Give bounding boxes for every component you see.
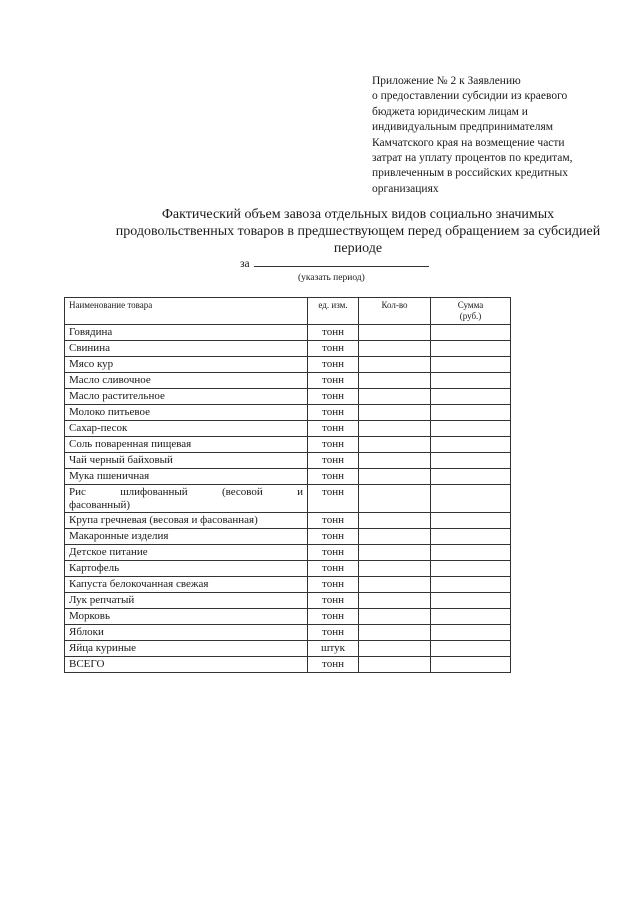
- table-row: [65, 577, 511, 593]
- row-qty-cell[interactable]: [359, 545, 431, 561]
- row-name: Мясо кур: [65, 357, 308, 373]
- row-sum-cell[interactable]: [431, 325, 511, 341]
- table-row: [65, 453, 511, 469]
- row-name: Свинина: [65, 341, 308, 357]
- appendix-line: бюджета юридическим лицам и: [372, 105, 528, 118]
- row-name-word: Рис: [69, 486, 86, 498]
- appendix-line: организациях: [372, 182, 439, 195]
- row-qty-cell[interactable]: [359, 485, 431, 513]
- row-qty-cell[interactable]: [359, 657, 431, 673]
- appendix-note: [372, 74, 612, 197]
- row-qty-cell[interactable]: [359, 325, 431, 341]
- row-unit: тонн: [308, 357, 359, 373]
- row-sum-cell[interactable]: [431, 469, 511, 485]
- appendix-line: индивидуальным предпринимателям: [372, 121, 554, 134]
- table-total-row: [65, 657, 511, 673]
- header-name: Наименование товара: [65, 298, 308, 325]
- row-sum-cell[interactable]: [431, 545, 511, 561]
- row-unit: тонн: [308, 513, 359, 529]
- row-qty-cell[interactable]: [359, 641, 431, 657]
- table-row: [65, 545, 511, 561]
- row-name: Детское питание: [65, 545, 308, 561]
- appendix-line: привлеченным в российских кредитных: [372, 167, 568, 180]
- row-unit: тонн: [308, 405, 359, 421]
- row-name: ВСЕГО: [65, 657, 308, 673]
- header-unit: ед. изм.: [308, 298, 359, 325]
- row-qty-cell[interactable]: [359, 341, 431, 357]
- row-unit: тонн: [308, 373, 359, 389]
- row-qty-cell[interactable]: [359, 625, 431, 641]
- row-qty-cell[interactable]: [359, 357, 431, 373]
- table-row: [65, 625, 511, 641]
- row-unit: тонн: [308, 421, 359, 437]
- table-row: [65, 389, 511, 405]
- row-unit: тонн: [308, 657, 359, 673]
- row-sum-cell[interactable]: [431, 453, 511, 469]
- row-unit: тонн: [308, 389, 359, 405]
- table-row: [65, 609, 511, 625]
- header-sum-line1: Сумма: [457, 300, 484, 310]
- row-sum-cell[interactable]: [431, 641, 511, 657]
- row-name: Сахар-песок: [65, 421, 308, 437]
- row-name: Масло сливочное: [65, 373, 308, 389]
- row-unit: тонн: [308, 529, 359, 545]
- table-row: [65, 373, 511, 389]
- row-name: Крупа гречневая (весовая и фасованная): [65, 513, 308, 529]
- table-row: [65, 421, 511, 437]
- row-qty-cell[interactable]: [359, 577, 431, 593]
- period-hint: (указать период): [298, 273, 365, 283]
- row-qty-cell[interactable]: [359, 561, 431, 577]
- row-qty-cell[interactable]: [359, 513, 431, 529]
- title-line: продовольственных товаров в предшествующем перед обращением за субсидией: [115, 224, 601, 239]
- table-row: [65, 357, 511, 373]
- row-name: Соль поваренная пищевая: [65, 437, 308, 453]
- row-name: Яйца куриные: [65, 641, 308, 657]
- period-label: за: [240, 258, 250, 270]
- table-row: [65, 529, 511, 545]
- row-sum-cell[interactable]: [431, 513, 511, 529]
- row-unit: тонн: [308, 469, 359, 485]
- row-sum-cell[interactable]: [431, 529, 511, 545]
- row-name: Капуста белокочанная свежая: [65, 577, 308, 593]
- row-unit: тонн: [308, 485, 359, 513]
- appendix-line: затрат на уплату процентов по кредитам,: [372, 152, 573, 165]
- row-unit: тонн: [308, 561, 359, 577]
- row-sum-cell[interactable]: [431, 485, 511, 513]
- row-sum-cell[interactable]: [431, 657, 511, 673]
- row-sum-cell[interactable]: [431, 405, 511, 421]
- table-row: [65, 641, 511, 657]
- row-unit: штук: [308, 641, 359, 657]
- row-qty-cell[interactable]: [359, 529, 431, 545]
- row-unit: тонн: [308, 341, 359, 357]
- table-row: [65, 325, 511, 341]
- row-name: Молоко питьевое: [65, 405, 308, 421]
- row-sum-cell[interactable]: [431, 373, 511, 389]
- header-qty: Кол-во: [359, 298, 431, 325]
- row-unit: тонн: [308, 593, 359, 609]
- row-unit: тонн: [308, 437, 359, 453]
- title-line: периоде: [333, 241, 383, 256]
- appendix-line: Приложение № 2 к Заявлению: [372, 75, 521, 87]
- period-field: [240, 256, 429, 270]
- row-sum-cell[interactable]: [431, 357, 511, 373]
- appendix-line: о предоставлении субсидии из краевого: [372, 90, 568, 103]
- header-sum-line2: (руб.): [459, 311, 482, 321]
- row-qty-cell[interactable]: [359, 405, 431, 421]
- table-row: [65, 485, 511, 513]
- row-sum-cell[interactable]: [431, 577, 511, 593]
- row-sum-cell[interactable]: [431, 341, 511, 357]
- row-name: Морковь: [65, 609, 308, 625]
- row-name: Мука пшеничная: [65, 469, 308, 485]
- row-name: Масло растительное: [65, 389, 308, 405]
- row-name: Лук репчатый: [65, 593, 308, 609]
- row-name: Яблоки: [65, 625, 308, 641]
- table-row: [65, 593, 511, 609]
- header-sum: [431, 298, 511, 325]
- row-name-line1: [69, 486, 303, 499]
- document-title: [60, 206, 640, 257]
- row-name: Чай черный байховый: [65, 453, 308, 469]
- period-blank-line[interactable]: [254, 256, 429, 267]
- row-sum-cell[interactable]: [431, 625, 511, 641]
- table-row: [65, 341, 511, 357]
- table-row: [65, 513, 511, 529]
- row-unit: тонн: [308, 609, 359, 625]
- row-qty-cell[interactable]: [359, 469, 431, 485]
- table-row: [65, 469, 511, 485]
- goods-table: [64, 297, 511, 673]
- row-qty-cell[interactable]: [359, 593, 431, 609]
- table-row: [65, 405, 511, 421]
- row-name: Говядина: [65, 325, 308, 341]
- appendix-line: Камчатского края на возмещение части: [372, 136, 565, 149]
- table-row: [65, 561, 511, 577]
- row-name: [65, 485, 308, 513]
- row-unit: тонн: [308, 325, 359, 341]
- row-qty-cell[interactable]: [359, 373, 431, 389]
- row-unit: тонн: [308, 625, 359, 641]
- row-sum-cell[interactable]: [431, 437, 511, 453]
- title-line: Фактический объем завоза отдельных видов социально значимых: [161, 207, 555, 222]
- row-sum-cell[interactable]: [431, 389, 511, 405]
- row-name-line2: фасованный): [69, 499, 131, 511]
- row-sum-cell[interactable]: [431, 421, 511, 437]
- row-qty-cell[interactable]: [359, 453, 431, 469]
- row-name: Картофель: [65, 561, 308, 577]
- row-qty-cell[interactable]: [359, 421, 431, 437]
- row-unit: тонн: [308, 545, 359, 561]
- row-unit: тонн: [308, 577, 359, 593]
- table-header-row: [65, 298, 511, 325]
- row-name-word: (весовой: [221, 486, 263, 498]
- row-name: Макаронные изделия: [65, 529, 308, 545]
- row-unit: тонн: [308, 453, 359, 469]
- row-sum-cell[interactable]: [431, 609, 511, 625]
- row-qty-cell[interactable]: [359, 389, 431, 405]
- row-sum-cell[interactable]: [431, 561, 511, 577]
- row-sum-cell[interactable]: [431, 593, 511, 609]
- row-name-word: шлифованный: [120, 486, 188, 498]
- table-row: [65, 437, 511, 453]
- row-name-word: и: [297, 486, 303, 498]
- row-qty-cell[interactable]: [359, 437, 431, 453]
- row-qty-cell[interactable]: [359, 609, 431, 625]
